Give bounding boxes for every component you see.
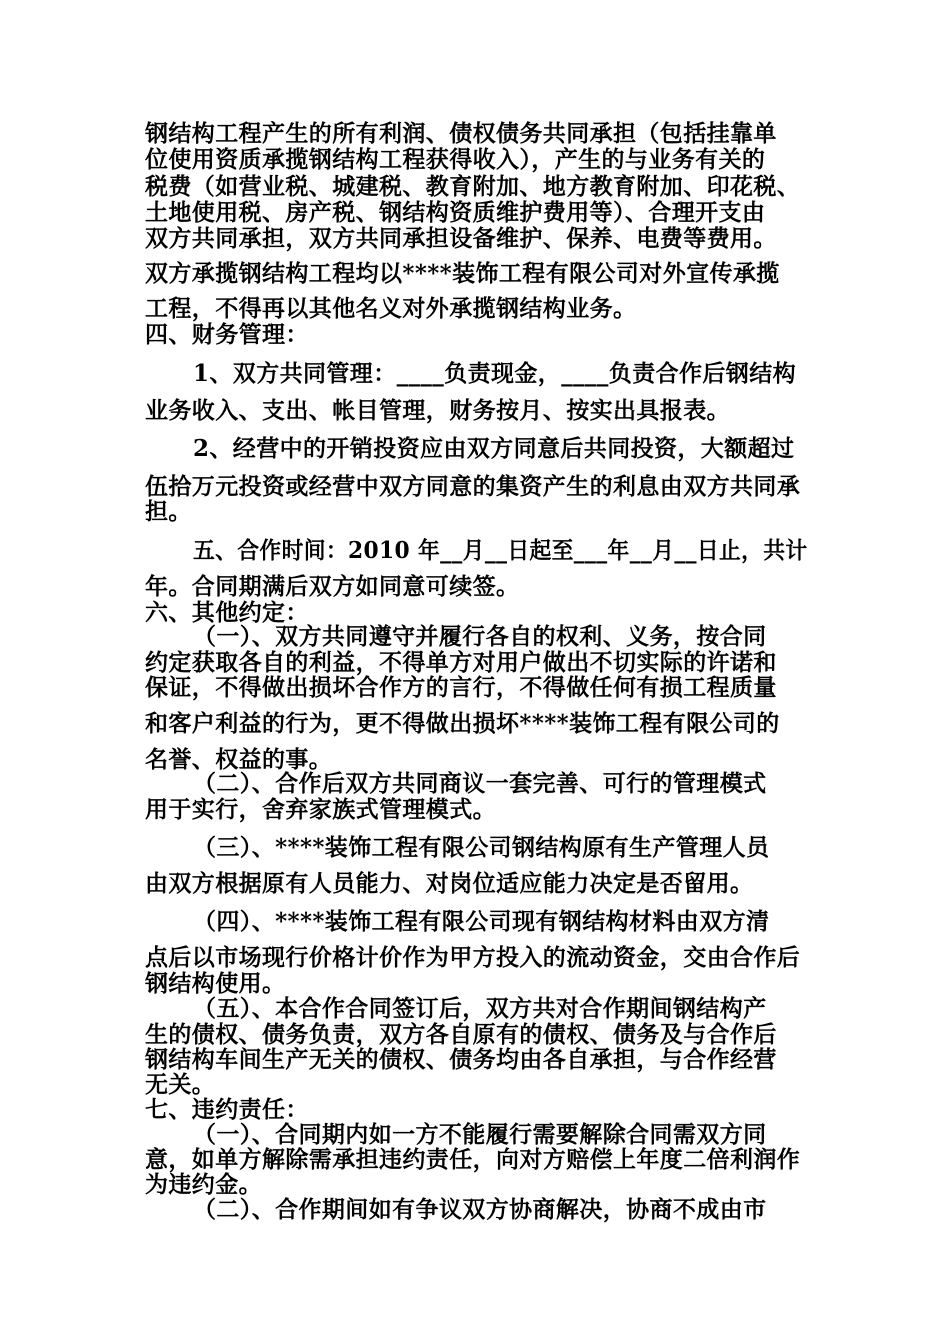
text-line: （二）、合作期间如有争议双方协商解决，协商不成由市 [193,1196,767,1223]
text-line: 生的债权、债务负责，双方各自原有的债权、债务及与合作后 [145,1021,777,1048]
text-line: 意，如单方解除需承担违约责任，向对方赔偿上年度二倍利润作 [145,1146,801,1173]
text-line: 约定获取各自的利益，不得单方对用户做出不切实际的许诺和 [145,649,777,676]
text-line: 担。 [145,498,192,525]
text-line: 位使用资质承揽钢结构工程获得收入），产生的与业务有关的 [145,146,766,173]
text-line: 为违约金。 [145,1171,262,1198]
text-line: 由双方根据原有人员能力、对岗位适应能力决定是否留用。 [145,870,754,897]
text-line: （四）、****装饰工程有限公司现有钢结构材料由双方清 [193,908,770,935]
text-line: 税费（如营业税、城建税、教育附加、地方教育附加、印花税、 [145,173,801,200]
text-line: （二）、合作后双方共同商议一套完善、可行的管理模式 [193,770,767,797]
text-line: 钢结构车间生产无关的债权、债务均由各自承担，与合作经营 [145,1046,777,1073]
text-line: （三）、****装饰工程有限公司钢结构原有生产管理人员 [193,834,770,861]
text-line: 保证，不得做出损坏合作方的言行，不得做任何有损工程质量 [145,674,777,701]
text-line: 和客户利益的行为，更不得做出损坏****装饰工程有限公司的 [145,710,780,737]
text-line: （一）、合同期内如一方不能履行需要解除合同需双方同 [193,1121,767,1148]
text-line: 钢结构工程产生的所有利润、债权债务共同承担（包括挂靠单 [145,120,777,147]
text-line: （五）、本合作合同签订后，双方共对合作期间钢结构产 [193,995,767,1022]
section-heading: 七、违约责任： [145,1096,309,1123]
text-line: 双方承揽钢结构工程均以****装饰工程有限公司对外宣传承揽 [145,260,780,287]
text-line: 五、合作时间：2010 年__月__日起至___年__月__日止，共计 [193,537,808,564]
text-line: 用于实行，舍弃家族式管理模式。 [145,796,496,823]
text-line: 年。合同期满后双方如同意可续签。 [145,573,520,600]
text-line: （一）、双方共同遵守并履行各自的权利、义务，按合同 [193,623,767,650]
text-line: 1、双方共同管理：____负责现金，____负责合作后钢结构 [193,360,797,387]
text-line: 无关。 [145,1071,216,1098]
section-heading: 六、其他约定： [145,599,309,626]
text-line: 点后以市场现行价格计价作为甲方投入的流动资金，交由合作后 [145,944,801,971]
text-line: 土地使用税、房产税、钢结构资质维护费用等）、合理开支由 [145,199,766,226]
text-line: 业务收入、支出、帐目管理，财务按月、按实出具报表。 [145,397,730,424]
text-line: 钢结构使用。 [145,970,286,997]
text-line: 伍拾万元投资或经营中双方同意的集资产生的利息由双方共同承 [145,473,801,500]
text-line: 工程，不得再以其他名义对外承揽钢结构业务。 [145,295,637,322]
text-line: 双方共同承担，双方共同承担设备维护、保养、电费等费用。 [145,225,777,252]
text-line: 2、经营中的开销投资应由双方同意后共同投资，大额超过 [193,435,795,462]
text-line: 名誉、权益的事。 [145,746,333,773]
section-heading: 四、财务管理： [145,321,309,348]
